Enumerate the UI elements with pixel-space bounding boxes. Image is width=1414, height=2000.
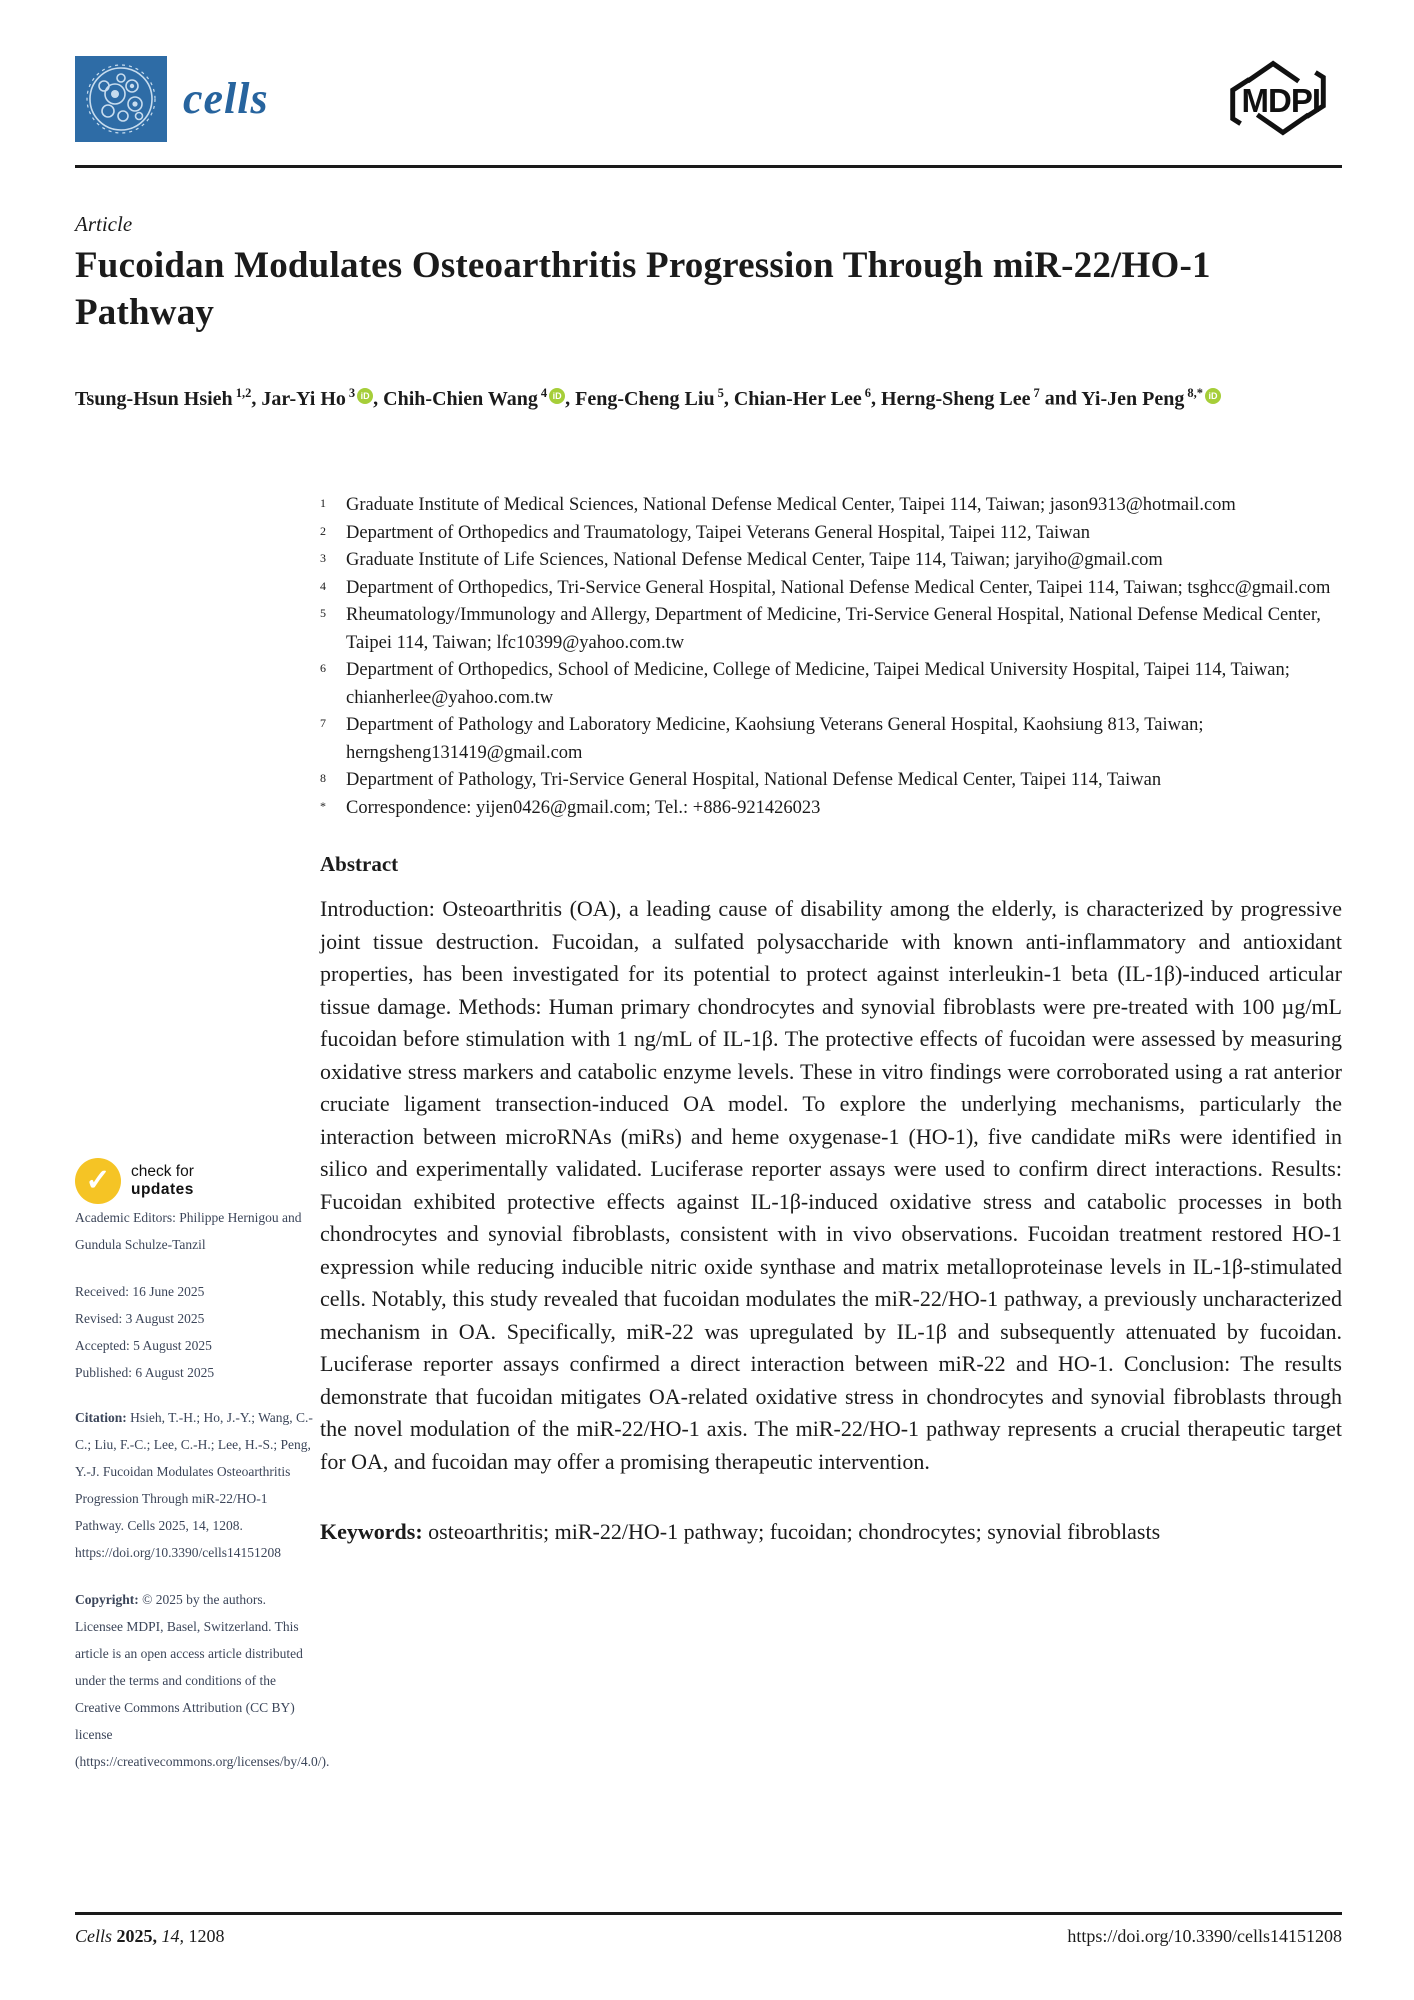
orcid-icon[interactable]: iD <box>1205 388 1221 404</box>
affiliation-number: 1 <box>320 496 326 510</box>
citation-note <box>75 1404 317 1566</box>
affiliation-number: 7 <box>320 716 326 730</box>
copyright-note <box>75 1586 330 1775</box>
author-name: Feng-Cheng Liu $^5$ <box>575 386 724 410</box>
affiliations-list <box>320 492 1342 822</box>
header-rule <box>75 165 1342 168</box>
author-name: Chih-Chien Wang $^4$ iD <box>383 388 565 410</box>
history-date: Received: 16 June 2025 <box>75 1284 205 1299</box>
badge-label: check for updates <box>131 1163 194 1198</box>
author-name: Jar-Yi Ho $^3$ iD <box>261 388 373 410</box>
masthead <box>75 48 1342 153</box>
author-name: Herng-Sheng Lee $^7$ <box>881 386 1040 410</box>
affiliation-number: 2 <box>320 523 326 538</box>
history-date: Accepted: 5 August 2025 <box>75 1338 212 1353</box>
mdpi-logo-text: MDPI <box>1241 82 1320 119</box>
article-type-label: Article <box>75 212 133 236</box>
affiliation-text: Graduate Institute of Medical Sciences, National Defense Medical Center, Taipei 114, Taiwan; jason9313@hotmail.com <box>346 495 1236 515</box>
affiliation-item <box>320 602 1342 657</box>
affiliation-number: 4 <box>320 578 326 593</box>
abstract-text: Introduction: Osteoarthritis (OA), a leading cause of disability among the elderly, is characterized by progressive joint tissue destruction. Fucoidan, a sulfated polysaccharide with known anti-inflammatory and antioxidant properties, has been investigated for its potential to protect against interleukin-1 beta (IL-1β)-induced articular tissue damage. Methods: Human primary chondrocytes and synovial fibroblasts were pre-treated with 100 µg/mL fucoidan before stimulation with 1 ng/mL of IL-1β. The protective effects of fucoidan were assessed by measuring oxidative stress markers and catabolic enzyme levels. These in vitro findings were corroborated using a rat anterior cruciate ligament transection-induced OA model. To explore the underlying mechanisms, particularly the interaction between microRNAs (miRs) and heme oxygenase-1 (HO-1), five candidate miRs were identified in silico and experimentally validated. Luciferase reporter assays were used to confirm direct interactions. Results: Fucoidan exhibited protective effects against IL-1β-induced oxidative stress and catabolic processes in both chondrocytes and synovial fibroblasts, consistent with in vivo observations. Fucoidan treatment restored HO-1 expression while reducing inducible nitric oxide synthase and matrix metalloproteinase levels in IL-1β-stimulated cells. Notably, this study revealed that fucoidan modulates the miR-22/HO-1 pathway, a previously uncharacterized mechanism in OA. Specifically, miR-22 was upregulated by IL-1β and subsequently attenuated by fucoidan. Luciferase reporter assays confirmed a direct interaction between miR-22 and HO-1. Conclusion: The results demonstrate that fucoidan mitigates OA-related oxidative stress in chondrocytes and synovial fibroblasts through the novel modulation of the miR-22/HO-1 axis. The miR-22/HO-1 pathway represents a crucial therapeutic target for OA, and fucoidan may offer a promising therapeutic intervention. <box>320 896 1342 1474</box>
affiliation-item <box>320 520 1342 548</box>
affiliation-item <box>320 712 1342 767</box>
author-name: Tsung-Hsun Hsieh $^{1,2}$ <box>75 386 252 410</box>
cells-journal-logo <box>75 56 269 142</box>
affiliation-number: 5 <box>320 606 326 620</box>
affiliation-text: Department of Pathology, Tri-Service General Hospital, National Defense Medical Center, Taipei 114, Taiwan <box>346 770 1162 790</box>
history-date: Revised: 3 August 2025 <box>75 1311 205 1326</box>
affiliation-number: 8 <box>320 771 326 785</box>
affiliation-item <box>320 575 1342 603</box>
keywords-label: Keywords: <box>320 1519 423 1544</box>
footer <box>75 1926 1342 1947</box>
main-column <box>320 492 1342 1548</box>
authors-line: Tsung-Hsun Hsieh $^{1,2}$, Jar-Yi Ho $^3$ iD , Chih-Chien Wang $^4$ iD , Feng-Cheng Liu $^5$, Chian-Her Lee $^6$, Herng-Sheng Lee $^7$ and Yi-Jen Peng $^{8,*}$ iD <box>75 376 1315 416</box>
checkmark-icon: ✓ <box>75 1158 121 1204</box>
keywords-line <box>320 1516 1342 1548</box>
keywords-text: osteoarthritis; miR-22/HO-1 pathway; fucoidan; chondrocytes; synovial fibroblasts <box>428 1519 1161 1544</box>
affiliation-text: Department of Orthopedics, Tri-Service General Hospital, National Defense Medical Center, Taipei 114, Taiwan; tsghcc@gmail.com <box>346 577 1331 598</box>
cells-logo-icon <box>75 56 167 142</box>
footer-citation: Cells 2025, 14, 1208 <box>75 1926 225 1946</box>
history-dates <box>75 1278 317 1386</box>
copyright-label: Copyright: <box>75 1592 139 1607</box>
sidebar <box>75 1158 330 1775</box>
affiliation-text: Department of Orthopedics and Traumatology, Taipei Veterans General Hospital, Taipei 112, Taiwan <box>346 522 1090 543</box>
affiliation-item <box>320 547 1342 575</box>
affiliation-item <box>320 492 1342 520</box>
affiliation-text: Graduate Institute of Life Sciences, National Defense Medical Center, Taipe 114, Taiwan; jaryiho@gmail.com <box>346 550 1163 570</box>
affiliation-number: * <box>320 798 326 813</box>
author-name: Chian-Her Lee $^6$ <box>733 386 872 410</box>
check-for-updates-badge[interactable] <box>75 1158 317 1204</box>
author-name: Yi-Jen Peng $^{8,*}$ iD <box>1081 388 1221 410</box>
affiliation-text: Department of Pathology and Laboratory Medicine, Kaohsiung Veterans General Hospital, Kaohsiung 813, Taiwan; herngsheng131419@gmail.com <box>346 715 1204 763</box>
history-date: Published: 6 August 2025 <box>75 1365 215 1380</box>
affiliation-number: 3 <box>320 551 326 565</box>
affiliation-item <box>320 767 1342 795</box>
academic-editors: Academic Editors: Philippe Hernigou and Gundula Schulze-Tanzil <box>75 1210 302 1252</box>
footer-doi-link[interactable]: https://doi.org/10.3390/cells14151208 <box>1067 1926 1342 1946</box>
journal-name: cells <box>183 74 269 123</box>
article-title: Fucoidan Modulates Osteoarthritis Progression Through miR-22/HO-1 Pathway <box>75 245 1211 333</box>
affiliation-text: Correspondence: yijen0426@gmail.com; Tel.: +886-921426023 <box>346 797 821 818</box>
affiliation-item <box>320 795 1342 823</box>
orcid-icon[interactable]: iD <box>357 388 373 404</box>
abstract-heading: Abstract <box>320 852 399 876</box>
affiliation-text: Rheumatology/Immunology and Allergy, Department of Medicine, Tri-Service General Hospital, National Defense Medical Center, Taipei 114, Taiwan; lfc10399@yahoo.com.tw <box>346 605 1321 653</box>
affiliation-number: 6 <box>320 661 326 675</box>
citation-text: Hsieh, T.-H.; Ho, J.-Y.; Wang, C.-C.; Liu, F.-C.; Lee, C.-H.; Lee, H.-S.; Peng, Y.-J. Fucoidan Modulates Osteoarthritis Progression Through miR-22/HO-1 Pathway. Cells 2025, 14, 1208. https://doi.org/10.3390/cells14151208 <box>75 1410 313 1560</box>
orcid-icon[interactable]: iD <box>549 388 565 404</box>
citation-label: Citation: <box>75 1410 127 1425</box>
affiliation-item <box>320 657 1342 712</box>
footer-rule <box>75 1912 1342 1915</box>
affiliation-text: Department of Orthopedics, School of Medicine, College of Medicine, Taipei Medical University Hospital, Taipei 114, Taiwan; chianherlee@yahoo.com.tw <box>346 660 1290 708</box>
copyright-text: © 2025 by the authors. Licensee MDPI, Basel, Switzerland. This article is an open access article distributed under the terms and conditions of the Creative Commons Attribution (CC BY) license (https://creativecommons.org/licenses/by/4.0/). <box>75 1592 330 1769</box>
